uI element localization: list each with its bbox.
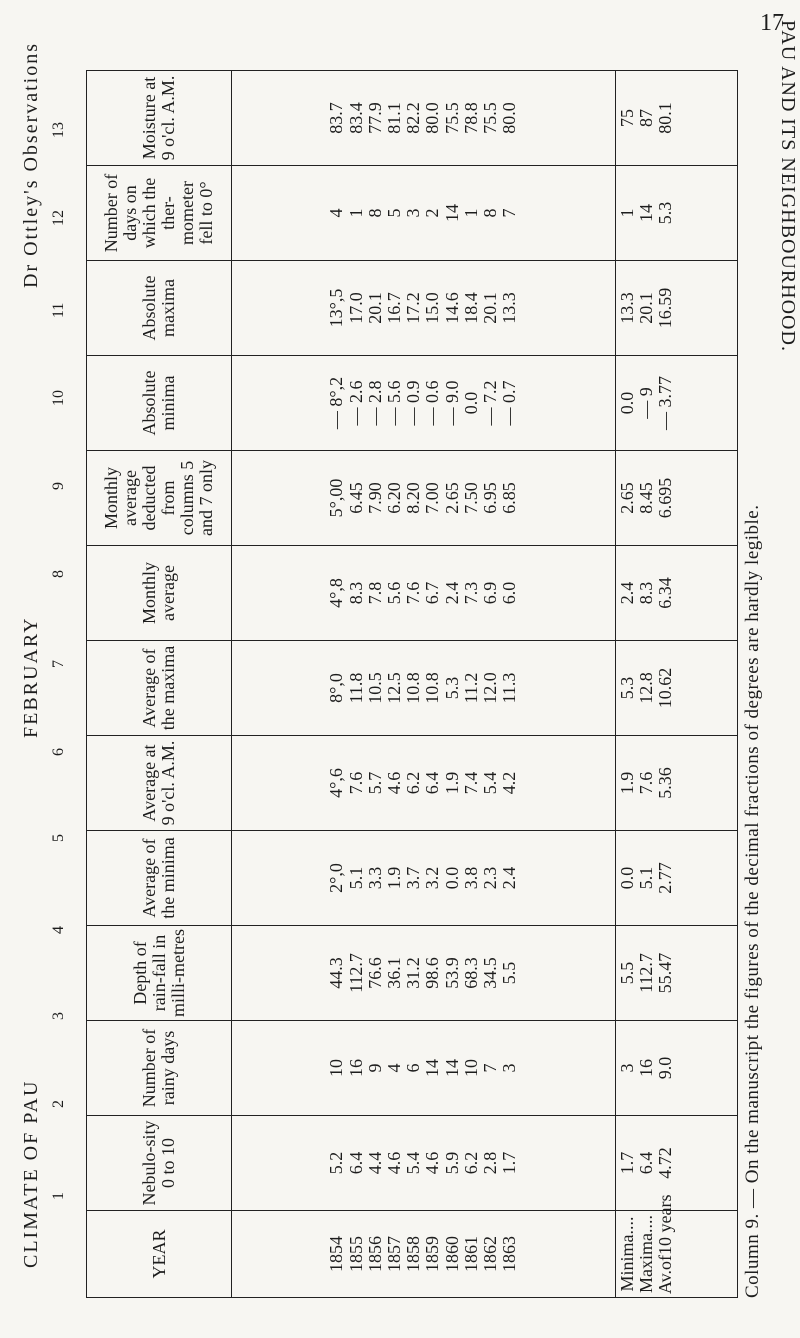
- table-cell: 5.4: [480, 771, 501, 795]
- summary-cells: [615, 1116, 737, 1211]
- summary-cells: [615, 356, 737, 451]
- header-year: YEAR: [87, 1211, 232, 1298]
- summary-cell: 55.47: [655, 952, 676, 994]
- table-cell: 3: [403, 208, 424, 218]
- table-cell: 5°,00: [326, 478, 347, 518]
- column-number: 3: [50, 1012, 67, 1020]
- summary-cell: 8.45: [636, 482, 657, 514]
- summary-cell: 87: [636, 109, 657, 127]
- table-cell: 11.8: [345, 672, 366, 704]
- summary-cell: 3: [616, 1063, 637, 1073]
- table-cell: 16.7: [384, 292, 405, 324]
- summary-cell: 75: [616, 109, 637, 127]
- table-cell: 6.4: [345, 1151, 366, 1175]
- table-cell: 5.2: [326, 1151, 347, 1175]
- table-cell: 12.0: [480, 672, 501, 704]
- table-cell: 6.95: [480, 482, 501, 514]
- table-cell: 2.8: [480, 1151, 501, 1175]
- table-cell: 15.0: [422, 292, 443, 324]
- running-head: [775, 0, 800, 1298]
- summary-cell: 0.0: [616, 391, 637, 415]
- table-cell: 7.50: [460, 482, 481, 514]
- summary-cell: 5.36: [655, 767, 676, 799]
- summary-label: Av.of10 years: [655, 1194, 676, 1294]
- table-cell: 10.5: [364, 672, 385, 704]
- table-cell: 4.6: [384, 1151, 405, 1175]
- table-cell: 0.0: [460, 391, 481, 415]
- table-cell: 2.3: [480, 866, 501, 890]
- table-cell: 1.9: [384, 866, 405, 890]
- table-cell: 2.4: [499, 866, 520, 890]
- summary-cell: 0.0: [616, 866, 637, 890]
- table-cell: 6.2: [403, 771, 424, 795]
- header-frost-days: Number of days on which the ther-mometer fell to 0°: [87, 166, 232, 261]
- column-number: 6: [50, 748, 67, 756]
- column-number: 4: [50, 926, 67, 934]
- table-cell: — 0.9: [403, 380, 424, 426]
- table-cell: 1.7: [499, 1151, 520, 1175]
- table-cell: 10: [460, 1059, 481, 1077]
- margin-title-left: CLIMATE OF PAU: [20, 1079, 42, 1268]
- table-cell: 3.3: [364, 866, 385, 890]
- summary-label: Maxima....: [636, 1215, 657, 1293]
- summary-cell: 7.6: [636, 771, 657, 795]
- table-cell: 4°,8: [326, 578, 347, 608]
- table-cell: — 5.6: [384, 380, 405, 426]
- table-cell: 4.6: [422, 1151, 443, 1175]
- table-cell: — 9.0: [441, 380, 462, 426]
- table-cell: 1.9: [441, 771, 462, 795]
- table-cell: 5.9: [441, 1151, 462, 1175]
- table-cell: 7.00: [422, 482, 443, 514]
- header-avg-maxima: Average of the maxima: [87, 641, 232, 736]
- table-cell: 16: [345, 1059, 366, 1077]
- header-avg-9am: Average at 9 o'cl. A.M.: [87, 736, 232, 831]
- summary-cell: 2.4: [616, 581, 637, 605]
- table-cell: 83.7: [326, 102, 347, 134]
- table-cell: 17.2: [403, 292, 424, 324]
- table-cell: 6: [403, 1063, 424, 1073]
- table-cell: — 0.7: [499, 380, 520, 426]
- table-cell: 8°,0: [326, 673, 347, 703]
- column-number: 5: [50, 834, 67, 842]
- moisture-column-cells: [232, 71, 616, 166]
- summary-cell: 14: [636, 204, 657, 222]
- year-column-cells: [232, 1211, 616, 1298]
- table-cell: 1855: [345, 1236, 366, 1272]
- climate-table-rotated: [86, 70, 763, 1298]
- margin-title-center: FEBRUARY: [20, 616, 42, 738]
- table-cell: 20.1: [480, 292, 501, 324]
- table-cell: 1854: [326, 1236, 347, 1272]
- table-cell: — 7.2: [480, 380, 501, 426]
- table-cell: 2°,0: [326, 863, 347, 893]
- table-cell: 6.9: [480, 581, 501, 605]
- summary-label: Minima....: [616, 1216, 637, 1292]
- table-cell: 7: [499, 208, 520, 218]
- table-cell: 81.1: [384, 102, 405, 134]
- rainfall-column-cells: [232, 926, 616, 1021]
- table-cell: 5.4: [403, 1151, 424, 1175]
- absolute-minima-column-cells: [232, 356, 616, 451]
- header-rainy-days: Number of rainy days: [87, 1021, 232, 1116]
- monthly-avg-column-cells: [232, 546, 616, 641]
- summary-cells: [615, 546, 737, 641]
- table-cell: 18.4: [460, 292, 481, 324]
- summary-cell: 16.59: [655, 287, 676, 329]
- table-summary-row: [615, 71, 737, 1298]
- table-cell: 82.2: [403, 102, 424, 134]
- table-cell: 68.3: [460, 957, 481, 989]
- summary-cells: [615, 641, 737, 736]
- table-cell: 80.0: [499, 102, 520, 134]
- table-cell: 7.6: [345, 771, 366, 795]
- table-cell: 1860: [441, 1236, 462, 1272]
- table-cell: 6.2: [460, 1151, 481, 1175]
- avg-maxima-column-cells: [232, 641, 616, 736]
- table-cell: 1: [345, 208, 366, 218]
- table-cell: 83.4: [345, 102, 366, 134]
- table-cell: 8: [364, 208, 385, 218]
- table-cell: 1857: [384, 1236, 405, 1272]
- table-cell: 7: [480, 1063, 501, 1073]
- header-avg-minima: Average of the minima: [87, 831, 232, 926]
- table-cell: 17.0: [345, 292, 366, 324]
- summary-cell: — 9: [636, 387, 657, 419]
- table-cell: 5.7: [364, 771, 385, 795]
- table-cell: 6.4: [422, 771, 443, 795]
- table-cell: 14: [422, 1059, 443, 1077]
- table-cell: 4: [326, 208, 347, 218]
- nebulosity-column-cells: [232, 1116, 616, 1211]
- table-cell: 1859: [422, 1236, 443, 1272]
- summary-cell: 12.8: [636, 672, 657, 704]
- table-cell: 8: [480, 208, 501, 218]
- table-cell: 20.1: [364, 292, 385, 324]
- table-cell: 10.8: [422, 672, 443, 704]
- monthly-avg-deducted-column-cells: [232, 451, 616, 546]
- table-cell: 5.5: [499, 961, 520, 985]
- table-cell: 4.4: [364, 1151, 385, 1175]
- summary-cells: [615, 1021, 737, 1116]
- summary-cell: 1: [616, 208, 637, 218]
- summary-cell: 5.3: [616, 676, 637, 700]
- header-monthly-avg-deducted: Monthly average deducted from columns 5 and 7 only: [87, 451, 232, 546]
- summary-cells: [615, 736, 737, 831]
- table-cell: 5.3: [441, 676, 462, 700]
- table-cell: 7.3: [460, 581, 481, 605]
- table-cell: 10: [326, 1059, 347, 1077]
- avg-9am-column-cells: [232, 736, 616, 831]
- table-cell: 6.85: [499, 482, 520, 514]
- summary-cell: 5.1: [636, 866, 657, 890]
- table-cell: 11.3: [499, 672, 520, 704]
- table-cell: 14.6: [441, 292, 462, 324]
- summary-cell: 5.3: [655, 201, 676, 225]
- column-number: 2: [50, 1100, 67, 1108]
- table-caption: Column 9. — On the manuscript the figures of the decimal fractions of degrees are hardly legible.: [742, 504, 763, 1298]
- column-number: 9: [50, 482, 67, 490]
- column-number: 8: [50, 570, 67, 578]
- table-cell: 2: [422, 208, 443, 218]
- summary-cell: 9.0: [655, 1056, 676, 1080]
- table-cell: 13.3: [499, 292, 520, 324]
- table-cell: 3.2: [422, 866, 443, 890]
- table-cell: 5.6: [384, 581, 405, 605]
- header-absolute-maxima: Absolute maxima: [87, 261, 232, 356]
- table-cell: 78.8: [460, 102, 481, 134]
- summary-cell: 5.5: [616, 961, 637, 985]
- table-cell: 36.1: [384, 957, 405, 989]
- table-cell: 10.8: [403, 672, 424, 704]
- column-number: 1: [50, 1192, 67, 1200]
- summary-cell: 8.3: [636, 581, 657, 605]
- table-cell: 14: [441, 1059, 462, 1077]
- table-cell: 3.8: [460, 866, 481, 890]
- table-cell: 6.20: [384, 482, 405, 514]
- column-number-strip: [50, 40, 78, 1338]
- table-cell: 5: [384, 208, 405, 218]
- table-cell: 7.90: [364, 482, 385, 514]
- header-monthly-avg: Monthly average: [87, 546, 232, 641]
- running-head-text: PAU AND ITS NEIGHBOURHOOD.: [777, 20, 799, 352]
- margin-title-right: Dr Ottley's Observations: [20, 41, 42, 288]
- table-cell: 6.0: [499, 581, 520, 605]
- summary-cell: 1.7: [616, 1151, 637, 1175]
- table-cell: 4.6: [384, 771, 405, 795]
- header-moisture: Moisture at 9 o'cl. A.M.: [87, 71, 232, 166]
- table-cell: 7.8: [364, 581, 385, 605]
- header-nebulosity: Nebulo-sity 0 to 10: [87, 1116, 232, 1211]
- summary-cell: 16: [636, 1059, 657, 1077]
- column-number: 13: [50, 122, 67, 138]
- rainy-days-column-cells: [232, 1021, 616, 1116]
- summary-cell: 6.34: [655, 577, 676, 609]
- table-cell: 3: [499, 1063, 520, 1073]
- table-cell: 4°,6: [326, 768, 347, 798]
- summary-cells: [615, 261, 737, 356]
- absolute-maxima-column-cells: [232, 261, 616, 356]
- table-cell: 5.1: [345, 866, 366, 890]
- table-cell: — 2.8: [364, 380, 385, 426]
- table-cell: 2.4: [441, 581, 462, 605]
- summary-cell: 10.62: [655, 667, 676, 709]
- table-cell: 112.7: [345, 953, 366, 993]
- table-cell: 53.9: [441, 957, 462, 989]
- table-cell: 1: [460, 208, 481, 218]
- summary-cells: [615, 451, 737, 546]
- table-cell: 6.7: [422, 581, 443, 605]
- column-number: 11: [50, 302, 67, 318]
- column-number: 12: [50, 210, 67, 226]
- frost-days-column-cells: [232, 166, 616, 261]
- table-cell: 7.6: [403, 581, 424, 605]
- avg-minima-column-cells: [232, 831, 616, 926]
- summary-cell: 80.1: [655, 102, 676, 134]
- table-cell: 80.0: [422, 102, 443, 134]
- table-body-row: [232, 71, 616, 1298]
- table-cell: 0.0: [441, 866, 462, 890]
- summary-cell: 1.9: [616, 771, 637, 795]
- summary-cell: 4.72: [655, 1147, 676, 1179]
- column-number: 10: [50, 390, 67, 406]
- summary-cell: 112.7: [636, 953, 657, 993]
- table-cell: 44.3: [326, 957, 347, 989]
- table-cell: 98.6: [422, 957, 443, 989]
- table-cell: 9: [364, 1063, 385, 1073]
- column-number: 7: [50, 660, 67, 668]
- summary-cell: 13.3: [616, 292, 637, 324]
- table-cell: 3.7: [403, 866, 424, 890]
- summary-cell: — 3.77: [655, 376, 676, 430]
- table-header-row: [87, 71, 232, 1298]
- table-cell: — 8°,2: [326, 376, 347, 430]
- table-cell: 14: [441, 204, 462, 222]
- table-cell: 31.2: [403, 957, 424, 989]
- table-cell: 77.9: [364, 102, 385, 134]
- table-cell: 6.45: [345, 482, 366, 514]
- table-cell: 11.2: [460, 672, 481, 704]
- table-cell: 2.65: [441, 482, 462, 514]
- table-cell: 1861: [460, 1236, 481, 1272]
- summary-cells: [615, 926, 737, 1021]
- summary-cells: [615, 71, 737, 166]
- summary-label-cells: [615, 1194, 737, 1298]
- summary-cell: 6.4: [636, 1151, 657, 1175]
- summary-cell: 6.695: [655, 477, 676, 519]
- table-cell: 1862: [480, 1236, 501, 1272]
- table-cell: 4: [384, 1063, 405, 1073]
- table-cell: 1863: [499, 1236, 520, 1272]
- header-absolute-minima: Absolute minima: [87, 356, 232, 451]
- header-rainfall: Depth of rain-fall in milli-metres: [87, 926, 232, 1021]
- table-cell: 4.2: [499, 771, 520, 795]
- table-cell: 1858: [403, 1236, 424, 1272]
- summary-cell: 2.77: [655, 862, 676, 894]
- table-cell: — 0.6: [422, 380, 443, 426]
- table-cell: 7.4: [460, 771, 481, 795]
- page-number: 17: [760, 10, 784, 36]
- climate-table: [86, 70, 738, 1298]
- table-cell: 8.20: [403, 482, 424, 514]
- summary-cells: [615, 166, 737, 261]
- table-cell: 34.5: [480, 957, 501, 989]
- table-cell: 75.5: [441, 102, 462, 134]
- table-cell: 1856: [364, 1236, 385, 1272]
- summary-cell: 2.65: [616, 482, 637, 514]
- table-cell: 8.3: [345, 581, 366, 605]
- table-cell: 75.5: [480, 102, 501, 134]
- table-cell: 12.5: [384, 672, 405, 704]
- table-cell: 76.6: [364, 957, 385, 989]
- table-cell: — 2.6: [345, 380, 366, 426]
- table-cell: 13°,5: [326, 288, 347, 328]
- summary-cell: 20.1: [636, 292, 657, 324]
- summary-cells: [615, 831, 737, 926]
